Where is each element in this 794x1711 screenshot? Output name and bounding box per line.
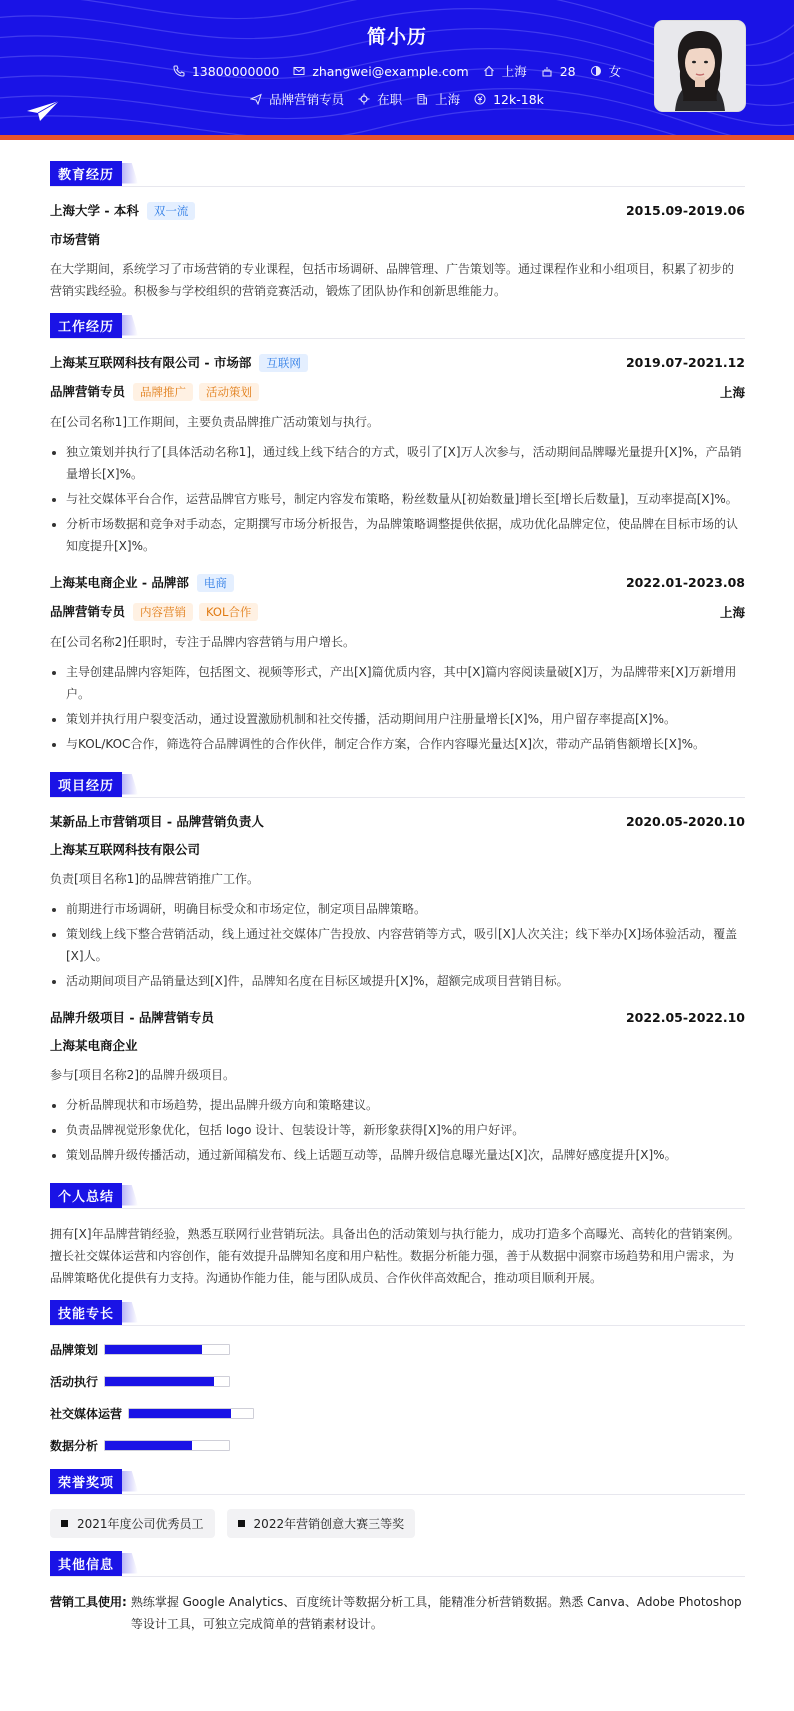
profile-photo [654, 20, 746, 112]
skill-bar-fill [105, 1377, 214, 1386]
header-accent-stripe [0, 135, 794, 140]
list-item: • 活动期间项目产品销量达到[X]件，品牌知名度在目标区域提升[X]%，超额完成项目营销目标。 [66, 970, 745, 992]
status-text: 在职 [377, 92, 403, 107]
skill-bar [104, 1440, 230, 1451]
section-title-tail [122, 315, 138, 336]
square-bullet-icon [61, 1520, 68, 1527]
section-title-tail [122, 1185, 138, 1206]
section-title-tail [122, 1553, 138, 1574]
salary-text: 12k-18k [493, 91, 544, 107]
education-section [50, 160, 745, 302]
mail-icon [293, 65, 305, 77]
work-summary: 在[公司名称1]工作期间，主要负责品牌推广活动策划与执行。 [50, 415, 380, 429]
building-icon [416, 93, 428, 105]
send-icon [250, 93, 262, 105]
role-name: 品牌营销专员 [50, 604, 126, 619]
section-title-tail [122, 1471, 138, 1492]
work-item [50, 573, 745, 755]
project-org-text: 上海某互联网科技有限公司 [50, 842, 201, 857]
award-text: 2022年营销创意大赛三等奖 [253, 1517, 405, 1531]
work-date: 2019.07-2021.12 [625, 355, 745, 370]
project-org [50, 1036, 745, 1054]
section-header [50, 1468, 745, 1495]
role-line [50, 602, 258, 621]
gender-icon [590, 65, 602, 77]
gender-text: 女 [608, 64, 622, 79]
other-section [50, 1550, 745, 1635]
candidate-name: 简小历 [366, 26, 427, 48]
award-badge [227, 1509, 416, 1538]
skill-tag: 品牌推广 [133, 383, 193, 401]
status-item [358, 90, 402, 108]
work-location: 上海 [719, 384, 745, 400]
project-name: 某新品上市营销项目 - 品牌营销负责人 [50, 814, 264, 829]
age-text: 28 [559, 63, 576, 79]
skill-bar-fill [105, 1345, 202, 1354]
work-header-row [50, 353, 745, 372]
skill-item [50, 1404, 745, 1422]
education-header-row [50, 201, 745, 220]
company-name: 上海某电商企业 - 品牌部 [50, 575, 189, 590]
avatar-illustration [655, 21, 745, 111]
project-header-row [50, 812, 745, 830]
section-header [50, 1299, 745, 1326]
skill-tag: 活动策划 [199, 383, 259, 401]
project-date: 2020.05-2020.10 [625, 813, 745, 829]
section-title: 教育经历 [50, 161, 122, 186]
gender-item [590, 62, 622, 80]
section-header [50, 160, 745, 187]
section-title: 项目经历 [50, 772, 122, 797]
project-item [50, 812, 745, 992]
section-title-tail [122, 163, 138, 184]
education-date: 2015.09-2019.06 [625, 203, 745, 218]
section-header [50, 1182, 745, 1209]
list-item: • 分析市场数据和竞争对手动态，定期撰写市场分析报告，为品牌策略调整提供依据，成功优化品牌定位，使品牌在目标市场的认知度提升[X]%。 [66, 513, 745, 557]
target-city-item [416, 90, 460, 108]
city-item [483, 62, 527, 80]
phone-item [173, 62, 279, 80]
list-item: • 独立策划并执行了[具体活动名称1]，通过线上线下结合的方式，吸引了[X]万人次参与，活动期间品牌曝光量提升[X]%，产品销量增长[X]%。 [66, 441, 745, 485]
position-item [250, 90, 344, 108]
skill-bar [104, 1344, 230, 1355]
summary-text: 拥有[X]年品牌营销经验，熟悉互联网行业营销玩法。具备出色的活动策划与执行能力，成功打造多个高曝光、高转化的营销案例。擅长社交媒体运营和内容创作，能有效提升品牌知名度和用户粘性。数据分析能力强，善于从数据中洞察市场趋势和用户需求，为品牌策略优化提供有力支持。沟通协作能力佳，能与团队成员、合作伙伴高效配合，推动项目顺利开展。 [50, 1227, 740, 1285]
resume-header [0, 0, 794, 140]
project-bullets [50, 1094, 745, 1166]
project-summary: 负责[项目名称1]的品牌营销推广工作。 [50, 872, 259, 886]
paper-plane-icon [26, 100, 60, 122]
phone-icon [173, 65, 185, 77]
other-info-row [50, 1591, 745, 1635]
position-text: 品牌营销专员 [269, 92, 345, 107]
skill-item [50, 1436, 745, 1454]
email-item [293, 62, 468, 80]
skill-bar [128, 1408, 254, 1419]
skill-tag: KOL合作 [199, 603, 258, 621]
list-item: • 策划品牌升级传播活动，通过新闻稿发布、线上话题互动等，品牌升级信息曝光量达[X]次，品牌好感度提升[X]%。 [66, 1144, 745, 1166]
age-item [541, 62, 576, 80]
project-section [50, 771, 745, 1166]
skill-bar-fill [105, 1441, 192, 1450]
work-bullets [50, 661, 745, 755]
skills-section [50, 1299, 745, 1454]
list-item: • 策划线上线下整合营销活动，线上通过社交媒体广告投放、内容营销等方式，吸引[X]人次关注；线下举办[X]场体验活动，覆盖[X]人。 [66, 923, 745, 967]
project-org [50, 840, 745, 858]
section-title: 工作经历 [50, 313, 122, 338]
home-icon [483, 65, 495, 77]
section-title: 荣誉奖项 [50, 1469, 122, 1494]
role-name: 品牌营销专员 [50, 384, 126, 399]
skill-bar [104, 1376, 230, 1387]
cake-icon [541, 65, 553, 77]
skill-bar-fill [129, 1409, 231, 1418]
industry-tag: 互联网 [259, 354, 308, 372]
school-tag: 双一流 [147, 202, 196, 220]
work-header-row [50, 573, 745, 592]
major [50, 230, 745, 248]
square-bullet-icon [238, 1520, 245, 1527]
major-text: 市场营销 [50, 232, 101, 247]
section-header [50, 312, 745, 339]
role-row [50, 602, 745, 621]
list-item: • 与KOL/KOC合作，筛选符合品牌调性的合作伙伴，制定合作方案，合作内容曝光量达[X]次，带动产品销售额增长[X]%。 [66, 733, 745, 755]
work-location: 上海 [719, 604, 745, 620]
awards-list [50, 1509, 745, 1538]
industry-tag: 电商 [197, 574, 234, 592]
city-text: 上海 [501, 64, 527, 79]
project-org-text: 上海某电商企业 [50, 1038, 138, 1053]
list-item: • 负责品牌视觉形象优化，包括 logo 设计、包装设计等，新形象获得[X]%的用户好评。 [66, 1119, 745, 1141]
list-item: • 主导创建品牌内容矩阵，包括图文、视频等形式，产出[X]篇优质内容，其中[X]篇内容阅读量破[X]万，为品牌带来[X]万新增用户。 [66, 661, 745, 705]
awards-section [50, 1468, 745, 1538]
phone-text: 13800000000 [191, 63, 280, 79]
section-header [50, 771, 745, 798]
award-badge [50, 1509, 215, 1538]
skill-item [50, 1372, 745, 1390]
section-title: 技能专长 [50, 1300, 122, 1325]
work-date: 2022.01-2023.08 [625, 575, 745, 590]
project-bullets [50, 898, 745, 992]
other-info-text: 熟练掌握 Google Analytics、百度统计等数据分析工具，能精准分析营销数据。熟悉 Canva、Adobe Photoshop 等设计工具，可独立完成简单的营销素材设计。 [130, 1595, 742, 1631]
skill-name: 社交媒体运营 [50, 1406, 123, 1421]
status-icon [358, 93, 370, 105]
work-summary: 在[公司名称2]任职时，专注于品牌内容营销与用户增长。 [50, 635, 356, 649]
project-summary: 参与[项目名称2]的品牌升级项目。 [50, 1068, 235, 1082]
school-line [50, 201, 195, 220]
project-item [50, 1008, 745, 1166]
money-icon [474, 93, 486, 105]
skill-name: 品牌策划 [50, 1342, 99, 1357]
project-date: 2022.05-2022.10 [625, 1009, 745, 1025]
company-line [50, 353, 308, 372]
company-line [50, 573, 234, 592]
section-title: 其他信息 [50, 1551, 122, 1576]
school-name: 上海大学 - 本科 [50, 203, 139, 218]
award-text: 2021年度公司优秀员工 [77, 1517, 204, 1531]
work-bullets [50, 441, 745, 557]
role-line [50, 382, 259, 401]
email-text: zhangwei@example.com [312, 63, 469, 79]
section-title-tail [122, 774, 138, 795]
list-item: • 与社交媒体平台合作，运营品牌官方账号，制定内容发布策略，粉丝数量从[初始数量]增长至[增长后数量]，互动率提高[X]%。 [66, 488, 745, 510]
other-info-label: 营销工具使用: [50, 1595, 127, 1609]
skill-item [50, 1340, 745, 1358]
list-item: • 分析品牌现状和市场趋势，提出品牌升级方向和策略建议。 [66, 1094, 745, 1116]
list-item: • 策划并执行用户裂变活动，通过设置激励机制和社交传播，活动期间用户注册量增长[X]%，用户留存率提高[X]%。 [66, 708, 745, 730]
education-description: 在大学期间，系统学习了市场营销的专业课程，包括市场调研、品牌管理、广告策划等。通过课程作业和小组项目，积累了初步的营销实践经验。积极参与学校组织的营销竞赛活动，锻炼了团队协作和创新思维能力。 [50, 262, 735, 298]
skill-name: 活动执行 [50, 1374, 99, 1389]
section-header [50, 1550, 745, 1577]
role-row [50, 382, 745, 401]
summary-section [50, 1182, 745, 1289]
skill-name: 数据分析 [50, 1438, 99, 1453]
target-city-text: 上海 [435, 92, 461, 107]
project-header-row [50, 1008, 745, 1026]
section-title-tail [122, 1302, 138, 1323]
resume-content [50, 160, 745, 1645]
company-name: 上海某互联网科技有限公司 - 市场部 [50, 355, 252, 370]
salary-item [474, 90, 544, 108]
skill-tag: 内容营销 [133, 603, 193, 621]
work-section [50, 312, 745, 755]
project-name: 品牌升级项目 - 品牌营销专员 [50, 1010, 214, 1025]
list-item: • 前期进行市场调研，明确目标受众和市场定位，制定项目品牌策略。 [66, 898, 745, 920]
section-title: 个人总结 [50, 1183, 122, 1208]
work-item [50, 353, 745, 557]
